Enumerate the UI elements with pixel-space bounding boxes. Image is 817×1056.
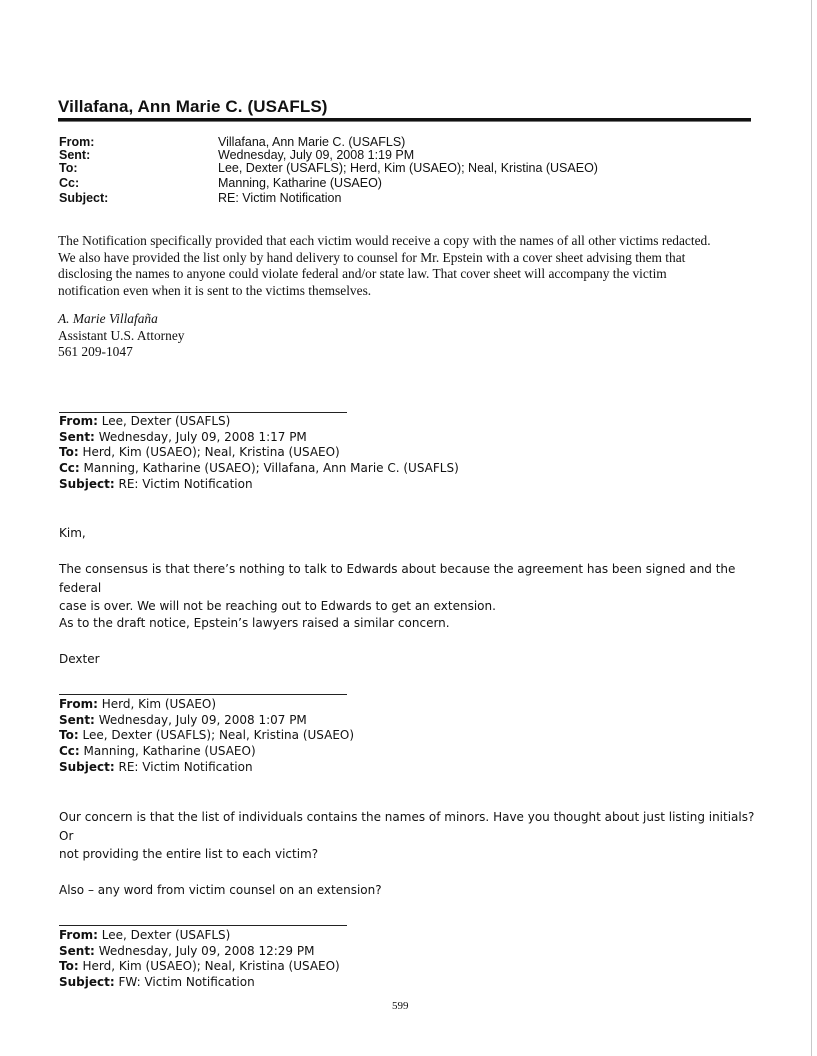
message3-paragraph2: Also – any word from victim counsel on an extension? (59, 883, 382, 897)
body-line: notification even when it is sent to the victims themselves. (58, 282, 372, 298)
cc-value: Manning, Katharine (USAEO) (83, 744, 256, 759)
message2-signoff: Dexter (59, 652, 100, 666)
sent-label: Sent: (59, 429, 95, 444)
message2-greeting: Kim, (59, 526, 86, 540)
sent-value: Wednesday, July 09, 2008 1:19 PM (218, 148, 415, 162)
signature-block (58, 311, 184, 361)
cc-label: Cc: (59, 461, 80, 476)
from-label: From: (59, 697, 98, 711)
subject-label: Subject: (59, 759, 115, 774)
signature-phone: 561 209-1047 (58, 344, 133, 359)
to-label: To: (59, 161, 78, 175)
to-value: Lee, Dexter (USAFLS); Neal, Kristina (USAEO) (82, 728, 355, 743)
subject-label: Subject: (59, 191, 109, 205)
cc-label: Cc: (59, 744, 80, 759)
to-value: Herd, Kim (USAEO); Neal, Kristina (USAEO) (82, 959, 340, 974)
from-value: Lee, Dexter (USAFLS) (101, 414, 231, 428)
sent-value: Wednesday, July 09, 2008 12:29 PM (98, 943, 315, 958)
subject-value: RE: Victim Notification (118, 759, 253, 774)
message4-header (59, 928, 340, 991)
message-separator (59, 412, 347, 413)
body-line: We also have provided the list only by hand delivery to counsel for Mr. Epstein with a cover sheet advising them that (58, 249, 686, 265)
subject-label: Subject: (59, 476, 115, 491)
title-rule-thin (58, 121, 751, 122)
message2-paragraph2: As to the draft notice, Epstein’s lawyers raised a similar concern. (59, 616, 450, 630)
signature-name: A. Marie Villafaña (58, 311, 158, 326)
from-label: From: (59, 928, 98, 942)
message-separator (59, 925, 347, 926)
page-number: 599 (392, 1000, 409, 1012)
sent-value: Wednesday, July 09, 2008 1:07 PM (98, 712, 307, 727)
message3-paragraph (59, 808, 759, 864)
subject-value: FW: Victim Notification (118, 975, 255, 990)
message-separator (59, 694, 347, 695)
document-title: Villafana, Ann Marie C. (USAFLS) (58, 97, 328, 116)
body-line: not providing the entire list to each victim? (59, 847, 319, 861)
body-line: disclosing the names to anyone could violate federal and/or state law. That cover sheet will accompany the victim (58, 266, 667, 281)
subject-label: Subject: (59, 975, 115, 990)
subject-value: RE: Victim Notification (118, 476, 253, 491)
to-label: To: (59, 959, 79, 974)
from-value: Villafana, Ann Marie C. (USAFLS) (218, 135, 406, 149)
cc-value: Manning, Katharine (USAEO) (218, 176, 382, 190)
to-value: Lee, Dexter (USAFLS); Herd, Kim (USAEO); Neal, Kristina (USAEO) (218, 161, 598, 175)
message2-header (59, 414, 459, 493)
from-label: From: (59, 135, 95, 149)
body-line: Our concern is that the list of individuals contains the names of minors. Have you thought about just listing initials? Or (59, 810, 755, 843)
to-label: To: (59, 445, 79, 460)
sent-value: Wednesday, July 09, 2008 1:17 PM (98, 429, 307, 444)
cc-value: Manning, Katharine (USAEO); Villafana, Ann Marie C. (USAFLS) (83, 461, 459, 476)
message3-header (59, 697, 354, 776)
signature-title: Assistant U.S. Attorney (58, 327, 185, 343)
to-label: To: (59, 728, 79, 743)
scan-edge-line (811, 0, 812, 1056)
sent-label: Sent: (59, 712, 95, 727)
body-line: case is over. We will not be reaching out to Edwards to get an extension. (59, 599, 496, 613)
message2-paragraph (59, 560, 759, 616)
subject-value: RE: Victim Notification (218, 191, 342, 205)
from-value: Lee, Dexter (USAFLS) (101, 928, 231, 942)
cc-label: Cc: (59, 176, 80, 190)
to-value: Herd, Kim (USAEO); Neal, Kristina (USAEO) (82, 445, 340, 460)
body-line: The consensus is that there’s nothing to talk to Edwards about because the agreement has been signed and the federal (59, 562, 736, 595)
from-label: From: (59, 414, 98, 428)
body-line: The Notification specifically provided that each victim would receive a copy with the names of all other victims redacted. (58, 233, 711, 248)
body-paragraph (58, 233, 758, 299)
sent-label: Sent: (59, 148, 91, 162)
from-value: Herd, Kim (USAEO) (101, 697, 217, 711)
sent-label: Sent: (59, 943, 95, 958)
